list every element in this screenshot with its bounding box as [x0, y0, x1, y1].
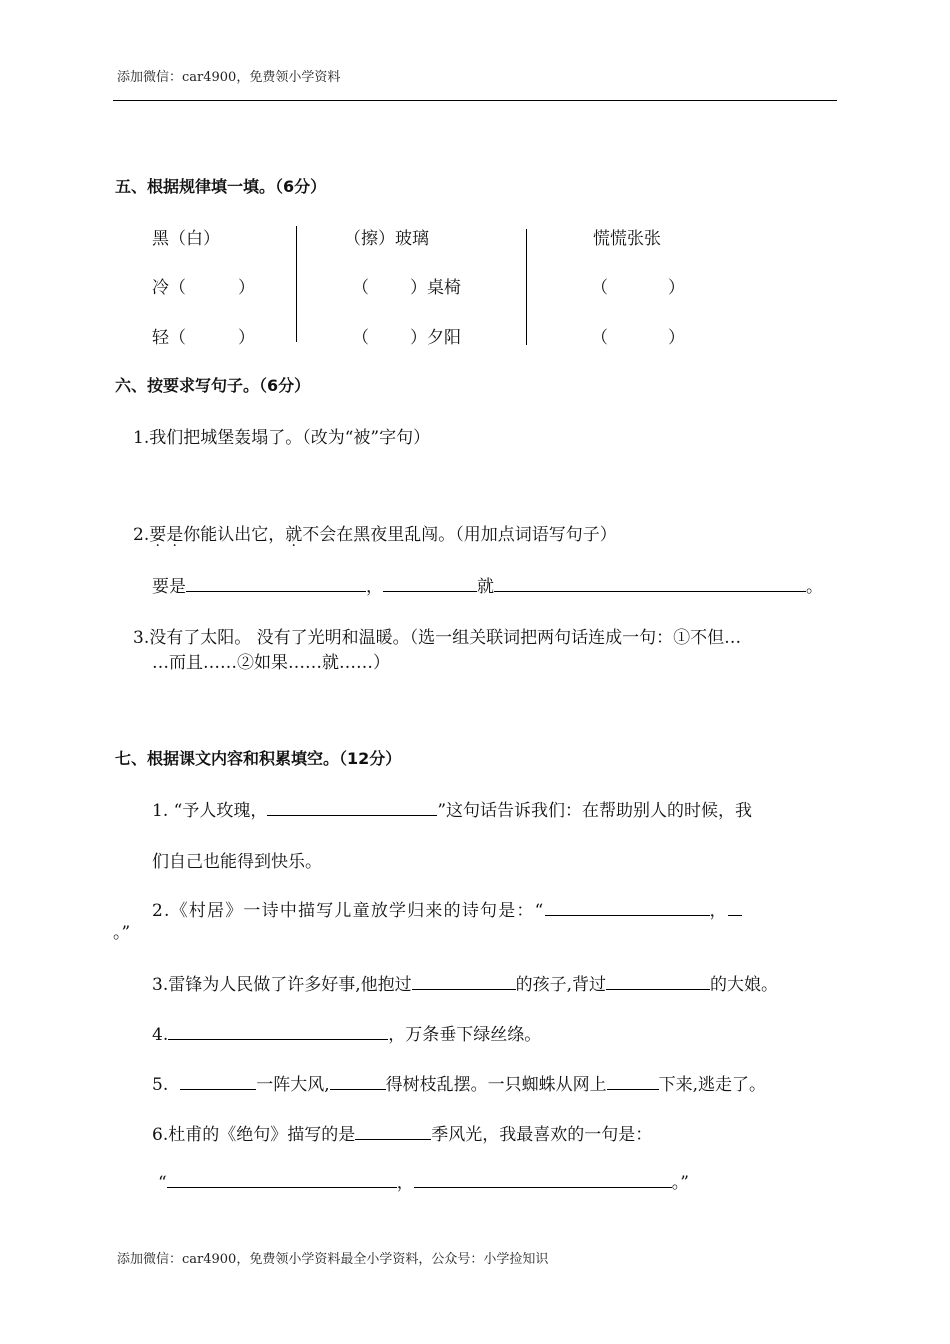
answer-blank[interactable]	[330, 1074, 386, 1090]
section-6-title: 六、按要求写句子。（6分）	[115, 376, 311, 395]
section-5-title: 五、根据规律填一填。（6分）	[115, 177, 327, 196]
s5-col2-example: （擦）玻璃	[344, 229, 429, 249]
s5-col2-item-2: ）桌椅	[410, 278, 461, 298]
s5-col2-item-3: ）夕阳	[410, 328, 461, 348]
s7-question-5: 5. 一阵大风, 得树枝乱摆。一只蜘蛛从网上 下来,逃走了。	[152, 1075, 767, 1095]
answer-blank[interactable]	[168, 1024, 388, 1040]
header-rule	[113, 100, 837, 101]
s7-question-1-cont: 们自己也能得到快乐。	[152, 852, 322, 872]
s7-question-1: 1. “予人玫瑰， ”这句话告诉我们：在帮助别人的时候，我	[152, 801, 753, 821]
answer-blank[interactable]	[607, 1074, 659, 1090]
answer-blank[interactable]	[414, 1172, 672, 1188]
s7-question-2: 2.《村居》一诗中描写儿童放学归来的诗句是：“ ，	[152, 896, 742, 921]
answer-blank[interactable]	[167, 1172, 397, 1188]
s5-col2-item-3-open: （	[352, 328, 369, 348]
s6-question-1: 1.我们把城堡轰塌了。（改为“被”字句）	[133, 428, 431, 448]
answer-blank[interactable]	[267, 800, 437, 816]
answer-blank[interactable]	[355, 1124, 431, 1140]
s5-col2-item-2-open: （	[352, 278, 369, 298]
s5-col3-item-2-close: ）	[668, 278, 685, 298]
answer-blank[interactable]	[728, 900, 742, 916]
footer-note: 添加微信：car4900，免费领小学资料最全小学资料，公众号：小学捡知识	[117, 1252, 549, 1267]
s7-question-6: 6.杜甫的《绝句》描写的是 季风光，我最喜欢的一句是：	[152, 1125, 653, 1145]
s5-col3-item-2-open: （	[591, 278, 608, 298]
header-note: 添加微信：car4900，免费领小学资料	[117, 70, 341, 85]
s5-col3-example: 慌慌张张	[593, 229, 661, 249]
s6-question-3-line2: …而且……②如果……就……）	[152, 653, 390, 673]
s5-col1-item-3: 轻（	[152, 328, 186, 348]
s7-question-3: 3.雷锋为人民做了许多好事,他抱过 的孩子,背过 的大娘。	[152, 975, 779, 995]
s7-question-4: 4. ，万条垂下绿丝绦。	[152, 1025, 542, 1045]
s5-col1-item-2-close: ）	[238, 278, 255, 298]
column-divider	[296, 226, 297, 342]
answer-blank[interactable]	[383, 576, 477, 592]
s5-col3-item-3-close: ）	[668, 328, 685, 348]
answer-blank[interactable]	[186, 576, 366, 592]
s7-question-6-answer: “ ， 。”	[158, 1173, 689, 1193]
section-7-title: 七、根据课文内容和积累填空。（12分）	[115, 749, 402, 768]
s5-col1-example: 黑（白）	[152, 229, 220, 249]
answer-blank[interactable]	[180, 1074, 256, 1090]
s5-col3-item-3-open: （	[591, 328, 608, 348]
answer-blank[interactable]	[606, 974, 710, 990]
s6-q2-fill-line: 要是 ， 就 。	[152, 577, 823, 597]
s7-question-2-end: 。”	[113, 923, 131, 943]
answer-blank[interactable]	[545, 900, 710, 916]
s6-question-2: 2.要是你能认出它，就不会在黑夜里乱闯。（用加点词语写句子）	[133, 525, 617, 545]
answer-blank[interactable]	[494, 576, 806, 592]
s6-question-3-line1: 3.没有了太阳。 没有了光明和温暖。（选一组关联词把两句话连成一句：①不但…	[133, 628, 742, 648]
s5-col1-item-3-close: ）	[238, 328, 255, 348]
answer-blank[interactable]	[412, 974, 516, 990]
column-divider	[526, 229, 527, 345]
s5-col1-item-2: 冷（	[152, 278, 186, 298]
